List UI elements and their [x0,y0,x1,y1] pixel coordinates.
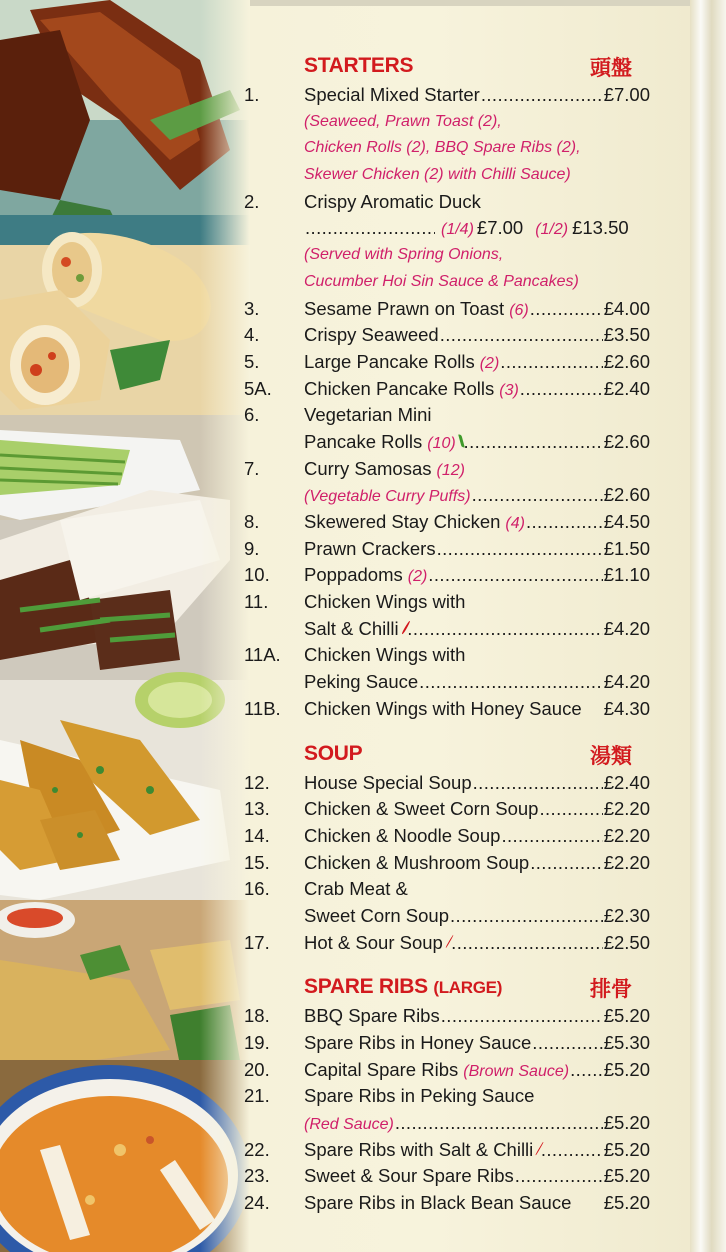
item-price: £3.50 [603,324,650,346]
section-chinese-title: 排骨 [590,977,632,1002]
item-price: £2.40 [603,377,650,399]
item-number: 10. [244,564,270,586]
item-price: £4.20 [603,617,650,639]
leader-dots [530,850,603,877]
item-line [304,930,650,957]
menu-item-row [244,536,650,563]
item-name: Spare Ribs in Peking Sauce [304,1085,535,1107]
item-number: 21. [244,1085,270,1107]
leader-dots [532,1030,602,1057]
item-line [304,269,650,296]
item-portion-note: (3) [499,381,519,399]
item-portion-note: (2) [479,354,500,372]
item-number: 18. [244,1005,270,1027]
item-description: Cucumber Hoi Sin Sauce & Pancakes) [304,272,579,290]
item-number: 15. [244,851,270,873]
menu-item-row [244,162,650,189]
section-header [244,740,650,770]
menu-item-row [244,296,650,323]
item-number: 4. [244,324,260,346]
item-line [304,242,650,269]
item-line [304,456,650,485]
item-number: 3. [244,297,260,319]
item-line [304,850,650,877]
menu-item-row [244,82,650,109]
section-header [244,52,650,82]
menu-item-row [244,903,650,930]
item-description: (Served with Spring Onions, [304,246,504,264]
leader-dots [451,930,603,957]
menu-item-row [244,823,650,850]
leader-dots [481,82,603,109]
leader-dots [541,1137,603,1164]
item-price: £2.30 [603,904,650,926]
menu-item-row [244,669,650,696]
item-name: Pancake Rolls [304,430,423,452]
item-price: £2.40 [603,771,650,793]
leader-dots [500,349,602,376]
menu-item-row [244,322,650,349]
menu-item-row [244,1030,650,1057]
item-number: 6. [244,404,260,426]
item-portion-note: (10) [427,434,456,452]
item-portion-note: (2) [407,568,428,586]
leader-dots [501,823,602,850]
item-number: 12. [244,771,270,793]
section-gap [244,723,650,740]
menu-columns [244,52,650,1217]
leader-dots [450,903,603,930]
item-name: Hot & Sour Soup [304,931,443,953]
item-line [304,296,650,325]
item-line [304,1003,650,1030]
menu-item-row [244,456,650,483]
menu-item-row [244,562,650,589]
menu-section [244,973,650,1217]
item-number: 19. [244,1032,270,1053]
item-name: Chicken Pancake Rolls [304,377,495,399]
leader-dots [419,669,603,696]
leader-dots [440,322,603,349]
item-line [304,562,650,591]
item-description: (Seaweed, Prawn Toast (2), [304,112,502,130]
item-price: £2.50 [603,931,650,953]
item-number: 14. [244,824,270,846]
item-price: £5.20 [603,1005,650,1027]
menu-item-row [244,696,650,723]
menu-item-row [244,876,650,903]
item-number: 16. [244,878,270,900]
item-portion-note: (Red Sauce) [304,1116,394,1134]
item-name: Poppadoms [304,564,403,586]
section-title [304,54,413,78]
item-price: £4.50 [603,511,650,532]
menu-item-row [244,1163,650,1190]
item-number: 1. [244,84,260,105]
item-line [304,1030,650,1057]
section-title-text: STARTERS [304,54,414,77]
item-number: 7. [244,457,260,479]
item-name: Prawn Crackers [304,537,436,559]
duck-half-price: £13.50 [572,217,629,239]
section-title [304,975,502,999]
item-price: £5.20 [603,1192,650,1214]
leader-dots [437,536,603,563]
item-name: House Special Soup [304,771,472,793]
menu-item-row [244,850,650,877]
duck-half-label: (1/2) [535,221,569,239]
item-name: Spare Ribs with Salt & Chilli [304,1138,534,1160]
item-line [304,616,650,643]
item-name: Large Pancake Rolls [304,350,475,372]
section-title-text: SOUP [304,741,363,765]
menu-item-row [244,1110,650,1137]
item-price: £4.30 [603,697,650,719]
section-title-sub: (LARGE) [433,978,503,998]
item-number: 20. [244,1058,270,1080]
item-line [304,349,650,378]
item-line [304,509,650,538]
item-number: 22. [244,1138,270,1160]
item-name: Sesame Prawn on Toast [304,297,505,319]
section-gap [244,956,650,973]
item-line [304,135,650,162]
menu-item-row [244,770,650,797]
item-name: BBQ Spare Ribs [304,1005,440,1027]
item-line [304,876,650,903]
menu-item-row [244,482,650,509]
item-name: Sweet & Sour Spare Ribs [304,1165,514,1187]
item-price: £2.20 [603,824,650,846]
menu-item-row [244,189,650,216]
item-line [304,536,650,563]
item-portion-note: (6) [509,301,529,319]
menu-item-row [244,589,650,616]
menu-section [244,740,650,957]
item-name: Special Mixed Starter [304,84,480,105]
leader-dots [570,1057,603,1084]
menu-item-row [244,376,650,403]
item-price: £2.20 [603,798,650,820]
item-name: Chicken Wings with [304,591,466,613]
item-line [304,589,650,616]
item-name: Salt & Chilli [304,617,399,639]
leader-dots [515,1163,603,1190]
item-line [304,770,650,797]
item-number: 9. [244,537,260,559]
item-portion-note: (Vegetable Curry Puffs) [304,488,471,506]
item-line [304,903,650,930]
duck-quarter-price: £7.00 [476,217,524,239]
menu-item-row [244,109,650,136]
item-line [304,823,650,850]
leader-dots [441,1003,603,1030]
leader-dots [539,796,602,823]
item-line [304,162,650,189]
item-name: Sweet Corn Soup [304,904,450,926]
leader-dots [464,429,603,456]
item-line [304,696,650,723]
item-price: £4.20 [603,671,650,693]
item-name: Crispy Aromatic Duck [304,190,481,212]
item-price: £2.60 [603,484,650,506]
item-number: 11A. [244,644,281,666]
item-price: £5.20 [603,1112,650,1134]
item-name: Chicken Wings with [304,644,466,666]
item-line [304,215,650,244]
menu-item-row [244,1057,650,1084]
item-number: 11B. [244,697,281,719]
item-price: £2.60 [603,430,650,452]
leader-dots [530,296,603,323]
item-line [304,429,650,458]
menu-item-row [244,930,650,957]
leader-dots [473,770,603,797]
item-name: Spare Ribs in Black Bean Sauce [304,1192,572,1214]
leader-dots [526,509,603,536]
item-line [304,796,650,823]
item-price: £1.50 [603,537,650,559]
item-name: Vegetarian Mini [304,404,432,426]
item-name: Chicken & Noodle Soup [304,824,501,846]
item-number: 24. [244,1192,270,1214]
item-price: £7.00 [603,84,650,105]
menu-item-row [244,215,650,242]
item-price: £5.20 [603,1138,650,1160]
item-number: 2. [244,190,260,212]
page-right-edge [690,0,726,1252]
item-name: Chicken Wings with Honey Sauce [304,697,582,719]
leader-dots [520,376,603,403]
item-number: 5. [244,350,260,372]
menu-item-row [244,269,650,296]
leader-dots [472,482,603,509]
item-name: Skewered Stay Chicken [304,511,501,532]
item-line [304,322,650,349]
item-number: 13. [244,798,270,820]
item-portion-note: (Brown Sauce) [463,1062,570,1080]
section-title-text: SPARE RIBS [304,975,428,999]
item-line [304,642,650,669]
item-line [304,1137,650,1164]
item-price: £5.20 [603,1165,650,1187]
item-name: Capital Spare Ribs [304,1058,459,1080]
item-price: £5.30 [603,1032,650,1053]
item-line [304,82,650,109]
item-name: Crab Meat & [304,878,408,900]
menu-item-row [244,642,650,669]
item-price: £2.60 [603,350,650,372]
item-line [304,1190,650,1217]
item-line [304,1110,650,1139]
food-photo-strip [0,0,250,1252]
item-line [304,189,650,216]
section-chinese-title: 頭盤 [590,56,632,80]
item-name: Curry Samosas [304,457,432,479]
item-price: £2.20 [603,851,650,873]
menu-item-row [244,1137,650,1164]
item-description: Chicken Rolls (2), BBQ Spare Ribs (2), [304,139,581,157]
section-header [244,973,650,1003]
menu-item-row [244,1190,650,1217]
leader-dots [407,616,602,643]
item-line [304,109,650,136]
item-name: Crispy Seaweed [304,324,439,346]
item-price: £5.20 [603,1058,650,1080]
item-name: Chicken & Sweet Corn Soup [304,798,539,820]
menu-item-row [244,1083,650,1110]
item-line [304,1163,650,1190]
menu-item-row [244,402,650,429]
item-line [304,1083,650,1110]
section-chinese-title: 湯類 [590,743,632,768]
item-number: 11. [244,591,269,613]
item-line [304,376,650,405]
leader-dots [428,562,602,589]
item-line [304,402,650,429]
item-name: Spare Ribs in Honey Sauce [304,1032,532,1053]
item-price: £1.10 [603,564,650,586]
leader-dots [395,1110,603,1137]
menu-item-row [244,429,650,456]
item-name: Peking Sauce [304,671,419,693]
item-number: 23. [244,1165,270,1187]
item-number: 5A. [244,377,272,399]
menu-item-row [244,349,650,376]
leader-dots [305,215,435,242]
item-line [304,669,650,696]
menu-item-row [244,509,650,536]
item-name: Chicken & Mushroom Soup [304,851,530,873]
menu-item-row [244,616,650,643]
menu-section [244,52,650,723]
item-line [304,482,650,511]
item-portion-note: (12) [436,461,465,479]
item-number: 8. [244,511,260,532]
menu-item-row [244,796,650,823]
item-line [304,1057,650,1086]
menu-item-row [244,242,650,269]
menu-item-row [244,135,650,162]
item-portion-note: (4) [505,515,525,532]
section-title [304,742,362,766]
duck-quarter-label: (1/4) [441,221,474,239]
item-description: Skewer Chicken (2) with Chilli Sauce) [304,166,571,184]
menu-item-row [244,1003,650,1030]
item-number: 17. [244,931,270,953]
item-price: £4.00 [603,297,650,319]
